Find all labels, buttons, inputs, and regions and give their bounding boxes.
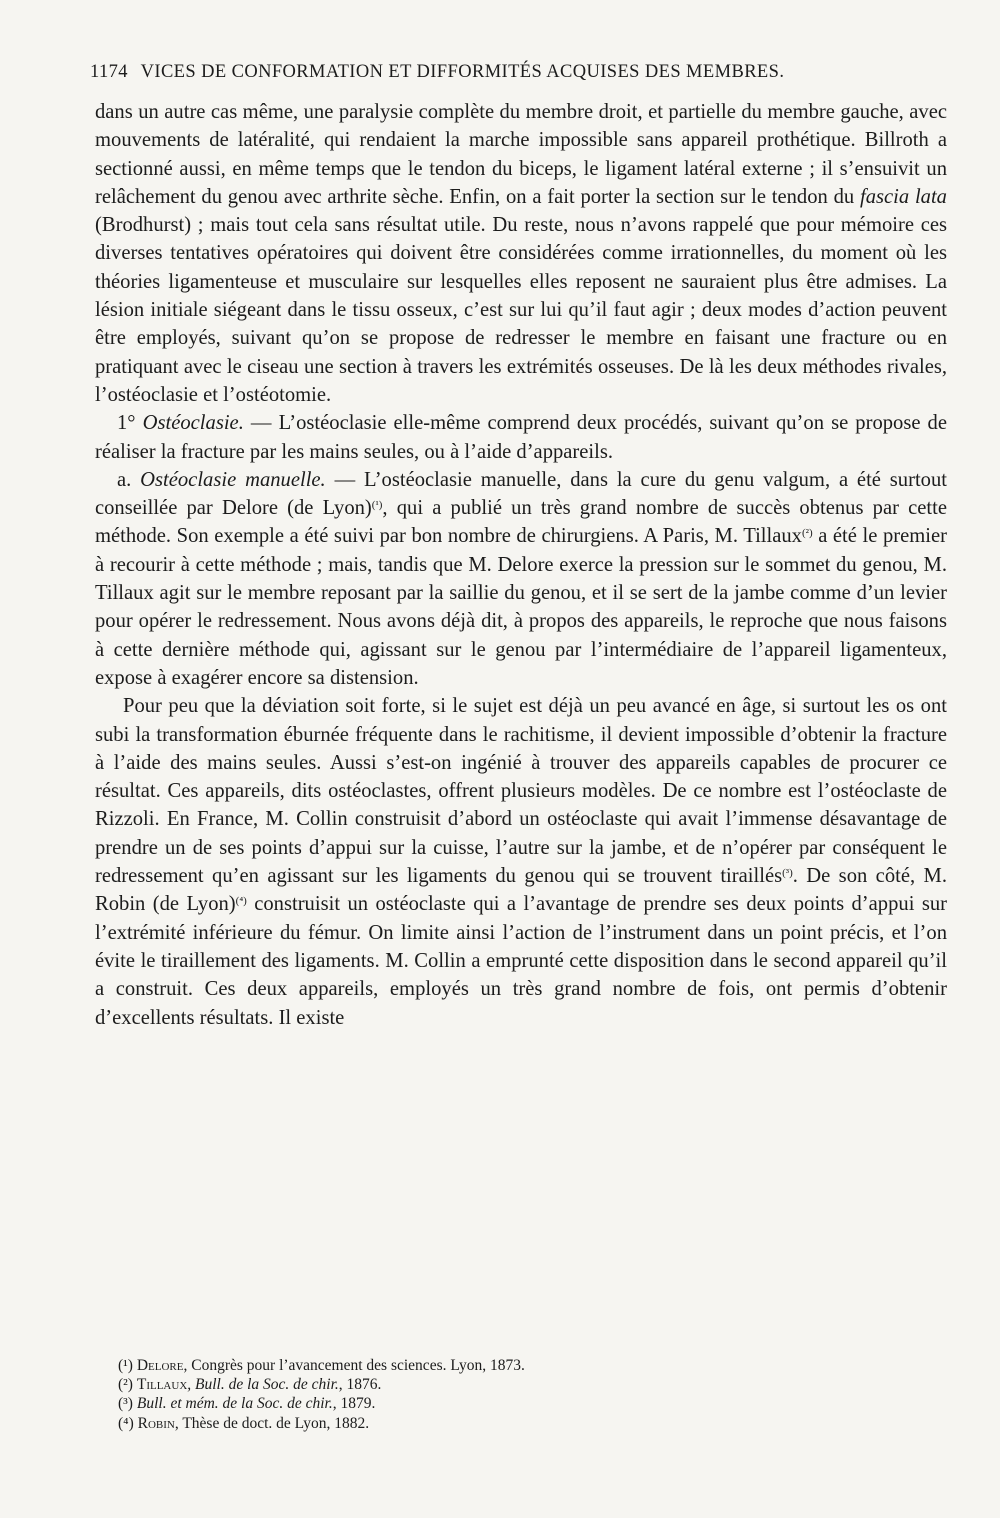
footnote-journal: , Bull. de la Soc. de chir. — [187, 1376, 339, 1394]
paragraph-osteoclasie-manuelle — [95, 466, 947, 692]
running-title: VICES DE CONFORMATION ET DIFFORMITÉS ACQUISES DES MEMBRES. — [140, 62, 785, 82]
footnote-ref-3: (³) — [782, 867, 793, 880]
paragraph-3-text-b: , qui a publié un très grand nombre de succès obtenus par cette méthode. Son exemple a été suivi par bon nombre de chirurgiens. A Paris, M. Tillaux — [95, 497, 947, 548]
page-number: 1174 — [90, 62, 128, 82]
paragraph-osteoclasie — [95, 409, 947, 466]
footnote-3 — [118, 1394, 898, 1413]
footnote-text: , Congrès pour l’avancement des sciences. Lyon, 1873. — [183, 1357, 525, 1374]
footnote-mark: (³) — [118, 1395, 133, 1413]
footnote-author: Delore — [136, 1357, 184, 1374]
paragraph-4-text-a: Pour peu que la déviation soit forte, si le sujet est déjà un peu avancé en âge, si surtout les os ont subi la transformation éburnée fréquente dans le rachitisme, il devient impossible d’obtenir la fracture à l’aide des mains seules. Aussi s’est-on ingénié à trouver des appareils capables de procurer ce résultat. Ces appareils, dits ostéoclastes, offrent plusieurs modèles. De ce nombre est l’ostéoclaste de Rizzoli. En France, M. Collin construisit d’abord un ostéoclaste qui avait l’immense désavantage de prendre un de ses points d’appui sur la cuisse, l’autre sur la jambe, et de n’opérer par conséquent le redressement qu’en agissant sur les ligaments du genou qui se trouvent tiraillés — [95, 695, 947, 888]
footnote-text: , 1879. — [332, 1395, 376, 1413]
footnote-1 — [118, 1356, 898, 1375]
footnote-ref-4: (⁴) — [235, 895, 247, 908]
footnote-2 — [118, 1375, 898, 1394]
paragraph-1 — [95, 98, 947, 409]
paragraph-osteoclasie-text: — L’ostéoclasie elle-même comprend deux procédés, suivant qu’on se propose de réaliser la fracture par les mains seules, ou à l’aide d’appareils. — [95, 412, 947, 463]
footnote-author: Tillaux — [136, 1376, 188, 1394]
footnote-4 — [118, 1414, 898, 1433]
body-text — [95, 98, 947, 1032]
paragraph-1-text: dans un autre cas même, une paralysie complète du membre droit, et partielle du membre gauche, avec mouvements de latéralité, qui rendaient la marche impossible sans appareil prothétique. Billroth a sectionné aussi, en même temps que le tendon du biceps, le ligament latéral externe ; il s’ensuivit un relâchement du genou avec arthrite sèche. Enfin, on a fait porter la section sur le tendon du — [95, 101, 947, 208]
fascia-lata-term: fascia lata — [859, 185, 947, 208]
paragraph-1-text-end: (Brodhurst) ; mais tout cela sans résultat utile. Du reste, nous n’avons rappelé que pour mémoire ces diverses tentatives opératoires qui doivent être considérées comme irrationnelles, du moment où les théories ligamenteuse et musculaire sur lesquelles elles reposent ne sauraient plus être admises. La lésion initiale siégeant dans le tissu osseux, c’est sur lui qu’il faut agir ; deux modes d’action peuvent être employés, suivant qu’on se propose de redresser le membre en faisant une fracture ou en pratiquant avec le ciseau une section à travers les extrémités osseuses. De là les deux méthodes rivales, l’ostéoclasie et l’ostéotomie. — [95, 214, 947, 406]
section-number: 1° — [117, 412, 143, 435]
paragraph-4-text-c: construisit un ostéoclaste qui a l’avantage de prendre ses deux points d’appui sur l’extrémité inférieure du fémur. On limite ainsi l’action de l’instrument dans un point précis, et l’on évite le tiraillement des ligaments. M. Collin a emprunté cette disposition dans le second appareil qu’il a construit. Ces deux appareils, employés un très grand nombre de fois, ont permis d’obtenir d’excellents résultats. Il existe — [95, 893, 947, 1029]
footnote-text: , Thèse de doct. de Lyon, 1882. — [174, 1414, 370, 1432]
footnote-ref-1: (¹) — [371, 499, 383, 512]
footnote-text: , 1876. — [338, 1376, 382, 1394]
footnote-ref-2: (²) — [801, 527, 813, 540]
subsection-letter: a. — [117, 468, 141, 491]
footnote-mark: (²) — [118, 1376, 133, 1394]
section-title-osteoclasie: Ostéoclasie. — [142, 412, 244, 435]
footnotes — [118, 1356, 898, 1433]
paragraph-4-text-b: . De son côté, M. Robin (de Lyon) — [95, 865, 947, 916]
footnote-author: Robin — [137, 1414, 175, 1432]
footnote-mark: (⁴) — [118, 1414, 134, 1432]
footnote-journal: Bull. et mém. de la Soc. de chir. — [136, 1395, 333, 1413]
footnote-mark: (¹) — [118, 1357, 133, 1374]
paragraph-3-text-c: a été le premier à recourir à cette méthode ; mais, tandis que M. Delore exerce la pression sur le sommet du genou, M. Tillaux agit sur le membre reposant par la saillie du genou, et il se sert de la jambe comme d’un levier pour opérer le redressement. Nous avons déjà dit, à propos des appareils, le reproche que nous faisons à cette dernière méthode qui, agissant sur le genou par l’intermédiaire de l’appareil ligamenteux, expose à exagérer encore sa distension. — [95, 525, 947, 689]
paragraph-3-text-a: — L’ostéoclasie manuelle, dans la cure du genu valgum, a été surtout conseillée par Delore (de Lyon) — [95, 468, 947, 520]
running-header — [90, 62, 910, 83]
paragraph-appareils — [95, 692, 947, 1032]
subsection-title-manuelle: Ostéoclasie manuelle. — [140, 468, 326, 491]
